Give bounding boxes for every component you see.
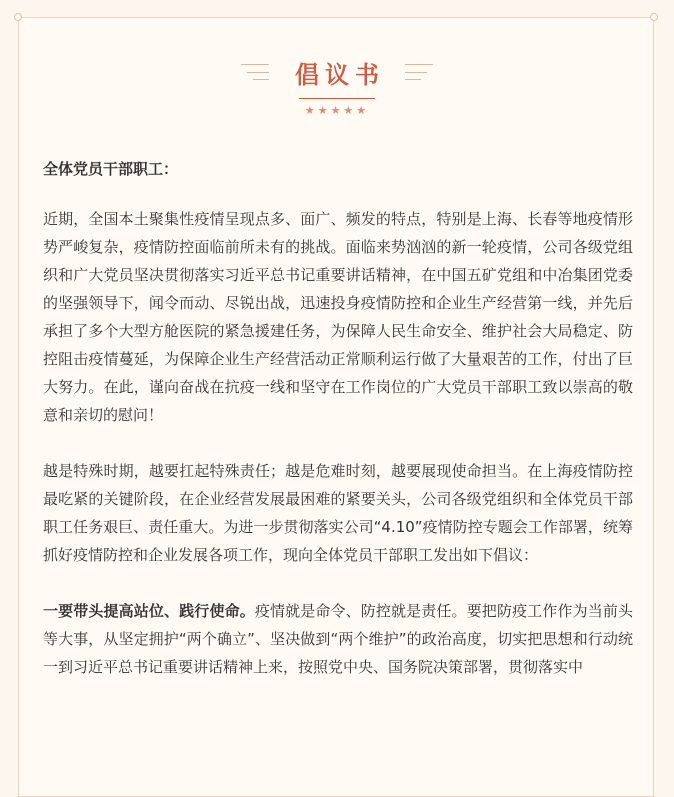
title-underline [299, 98, 375, 99]
point-1-body: 疫情就是命令、防控就是责任。要把防疫工作作为当前头等大事，从坚定拥护“两个确立”、坚决做到“两个维护”的政治高度，切实把思想和行动统一到习近平总书记重要讲话精神上来，按照党中央、国务院决策部署，贯彻落实中 [43, 602, 633, 676]
paragraph-point-1 [43, 597, 633, 681]
corner-ornament-top-left [14, 13, 22, 21]
paragraph-intro: 近期，全国本土聚集性疫情呈现点多、面广、频发的特点，特别是上海、长春等地疫情形势严峻复杂，疫情防控面临前所未有的挑战。面临来势汹汹的新一轮疫情，公司各级党组织和广大党员坚决贯彻落实习近平总书记重要讲话精神，在中国五矿党组和中冶集团党委的坚强领导下，闻令而动、尽锐出战，迅速投身疫情防控和企业生产经营第一线，并先后承担了多个大型方舱医院的紧急援建任务，为保障人民生命安全、维护社会大局稳定、防控阻击疫情蔓延，为保障企业生产经营活动正常顺利运行做了大量艰苦的工作，付出了巨大努力。在此，谨向奋战在抗疫一线和坚守在工作岗位的广大党员干部职工致以崇高的敬意和亲切的慰问！ [43, 210, 633, 424]
salutation: 全体党员干部职工： [43, 160, 179, 178]
title-row [0, 52, 674, 92]
title-decoration-left [241, 64, 269, 80]
star-decoration: ★★★★★ [304, 104, 370, 117]
document-header [0, 52, 674, 132]
letter-body [43, 155, 633, 709]
title-decoration-right [405, 64, 433, 80]
corner-ornament-top-right [650, 13, 658, 21]
point-1-lead: 一要带头提高站位、践行使命。 [43, 602, 255, 620]
page-title: 倡议书 [295, 60, 385, 89]
paragraph-call: 越是特殊时期，越要扛起特殊责任；越是危难时刻，越要展现使命担当。在上海疫情防控最吃紧的关键阶段，在企业经营发展最困难的紧要关头，公司各级党组织和全体党员干部职工任务艰巨、责任重大。为进一步贯彻落实公司“4.10”疫情防控专题会工作部署，统筹抓好疫情防控和企业发展各项工作，现向全体党员干部职工发出如下倡议： [43, 462, 633, 564]
